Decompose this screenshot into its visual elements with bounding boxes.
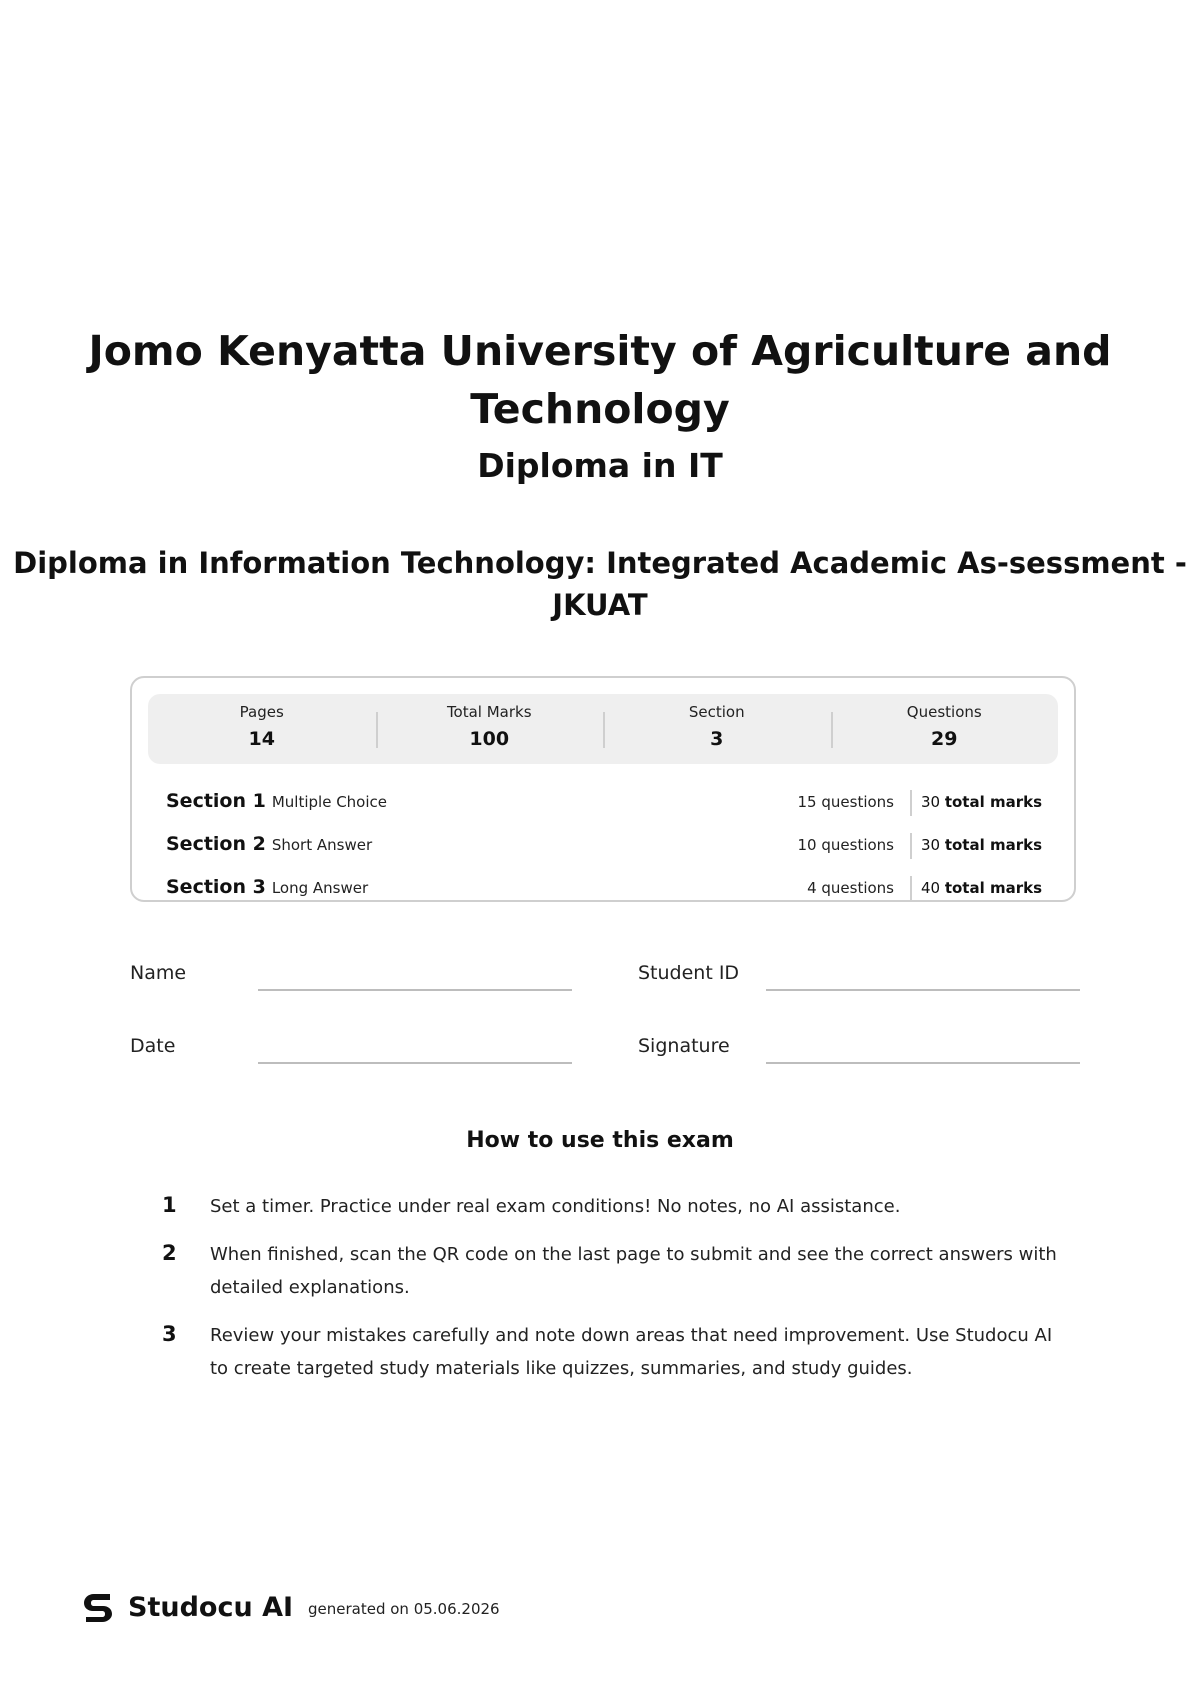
marks-number: 40 [920, 879, 941, 897]
stat-label: Section [688, 703, 745, 721]
stat-questions [831, 694, 1059, 764]
section-marks [921, 793, 1042, 811]
section-marks [921, 836, 1042, 854]
stat-pages [148, 694, 376, 764]
stat-label: Pages [239, 703, 284, 721]
name-field[interactable] [258, 989, 572, 991]
section-questions: 15 questions [797, 793, 894, 811]
section-number: Section 2 [166, 833, 266, 855]
studocu-logo-icon [80, 1590, 116, 1626]
section-type: Short Answer [271, 836, 373, 854]
section-name [166, 876, 368, 898]
section-marks [921, 879, 1042, 897]
stat-value: 100 [469, 728, 510, 750]
exam-title [0, 542, 1200, 626]
marks-number: 30 [920, 793, 941, 811]
stat-value: 3 [710, 728, 724, 750]
program-title: Diploma in IT [477, 446, 723, 485]
stat-total-marks [376, 694, 604, 764]
section-row [166, 790, 1042, 818]
section-type: Multiple Choice [271, 793, 387, 811]
signature-field[interactable] [766, 1062, 1080, 1064]
stat-label: Total Marks [446, 703, 532, 721]
university-title: Jomo Kenyatta University of Agriculture and Technology [88, 327, 1112, 433]
section-questions: 10 questions [797, 836, 894, 854]
generated-date: generated on 05.06.2026 [308, 1600, 500, 1618]
brand-name: Studocu AI [128, 1592, 294, 1623]
marks-label: total marks [944, 879, 1042, 897]
section-divider [910, 876, 912, 902]
stats-bar [148, 694, 1058, 764]
section-number: Section 1 [166, 790, 266, 812]
exam-title-text: Diploma in Information Technology: Integrated Academic As-sessment - JKUAT [13, 546, 1187, 622]
section-divider [910, 790, 912, 816]
instructions-title: How to use this exam [466, 1128, 734, 1153]
stat-value: 29 [931, 728, 958, 750]
stat-label: Questions [906, 703, 982, 721]
marks-number: 30 [920, 836, 941, 854]
date-label: Date [130, 1035, 176, 1057]
date-field[interactable] [258, 1062, 572, 1064]
step-text: Review your mistakes carefully and note down areas that need improvement. Use Studocu AI to create targeted study materials like quizzes, summaries, and study guides. [210, 1325, 1053, 1379]
section-name [166, 790, 387, 812]
step-text: Set a timer. Practice under real exam conditions! No notes, no AI assistance. [210, 1196, 901, 1217]
step-number: 1 [162, 1193, 177, 1217]
section-name [166, 833, 372, 855]
student-id-field[interactable] [766, 989, 1080, 991]
section-row [166, 876, 1042, 904]
marks-label: total marks [944, 836, 1042, 854]
stat-value: 14 [248, 728, 275, 750]
section-type: Long Answer [271, 879, 369, 897]
section-questions: 4 questions [807, 879, 894, 897]
step-number: 2 [162, 1241, 177, 1265]
step-number: 3 [162, 1322, 177, 1346]
stat-section [603, 694, 831, 764]
section-number: Section 3 [166, 876, 266, 898]
section-row [166, 833, 1042, 861]
student-id-label: Student ID [638, 962, 740, 984]
step-text: When finished, scan the QR code on the last page to submit and see the correct answers with detailed explanations. [210, 1244, 1057, 1298]
exam-summary-card [130, 676, 1076, 902]
signature-label: Signature [638, 1035, 730, 1057]
section-divider [910, 833, 912, 859]
name-label: Name [130, 962, 187, 984]
marks-label: total marks [944, 793, 1042, 811]
